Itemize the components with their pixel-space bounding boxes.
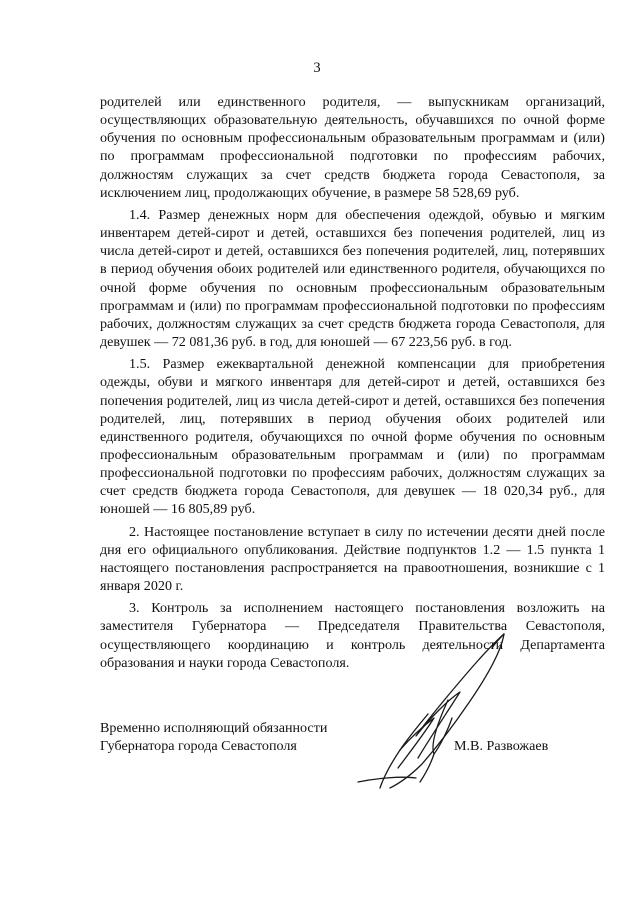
paragraph-continuation: родителей или единственного родителя, — выпускникам организаций, осуществляющих образовательную деятельность, обучавшихся по очной форме обучения по основным профессиональным образовательным программам и (или) по программам профессиональной подготовки по профессиям рабочих, должностям служащих за счет средств бюджета города Севастополя, за исключением лиц, продолжающих обучение, в размере 58 528,69 руб. [100, 94, 605, 201]
paragraph-3: 3. Контроль за исполнением настоящего постановления возложить на заместителя Губернатора — Председателя Правительства Севастополя, осуществляющего координацию и контроль деятельности Департамента образования и науки города Севастополя. [100, 600, 605, 671]
signer-position-line-2: Губернатора города Севастополя [100, 738, 297, 755]
handwritten-signature [338, 626, 528, 801]
paragraph-2: 2. Настоящее постановление вступает в силу по истечении десяти дней после дня его официального опубликования. Действие подпунктов 1.2 — 1.5 пункта 1 настоящего постановления распространяется на правоотношения, возникшие с 1 января 2020 г. [100, 523, 605, 595]
signer-name: М.В. Развожаев [454, 738, 549, 754]
paragraph-1-4: 1.4. Размер денежных норм для обеспечения одеждой, обувью и мягким инвентарем детей-сирот и детей, оставшихся без попечения родителей, лиц из числа детей-сирот и детей, оставшихся без попечения родителей, лиц, потерявших в период обучения обоих родителей или единственного родителя, обучающихся по очной форме обучения по основным профессиональным образовательным программам и (или) по программам профессиональной подготовки по профессиям рабочих, должностям служащих за счет средств бюджета города Севастополя, для девушек — 72 081,36 руб. в год, для юношей — 67 223,56 руб. в год. [100, 206, 605, 351]
signature-block [100, 719, 327, 755]
paragraph-1-5: 1.5. Размер ежеквартальной денежной компенсации для приобретения одежды, обуви и мягкого инвентаря для детей-сирот и детей, оставшихся без попечения родителей, лиц из числа детей-сирот и детей, оставшихся без попечения родителей, лиц, потерявших в период обучения обоих родителей или единственного родителя, обучающихся по очной форме обучения по основным профессиональным образовательным программам и (или) по программам профессиональной подготовки по профессиям рабочих, должностям служащих за счет средств бюджета города Севастополя, для девушек — 18 020,34 руб., для юношей — 16 805,89 руб. [100, 356, 605, 518]
document-body [100, 93, 605, 672]
signer-position-line-1: Временно исполняющий обязанности [100, 720, 328, 736]
page-number: 3 [313, 60, 321, 76]
